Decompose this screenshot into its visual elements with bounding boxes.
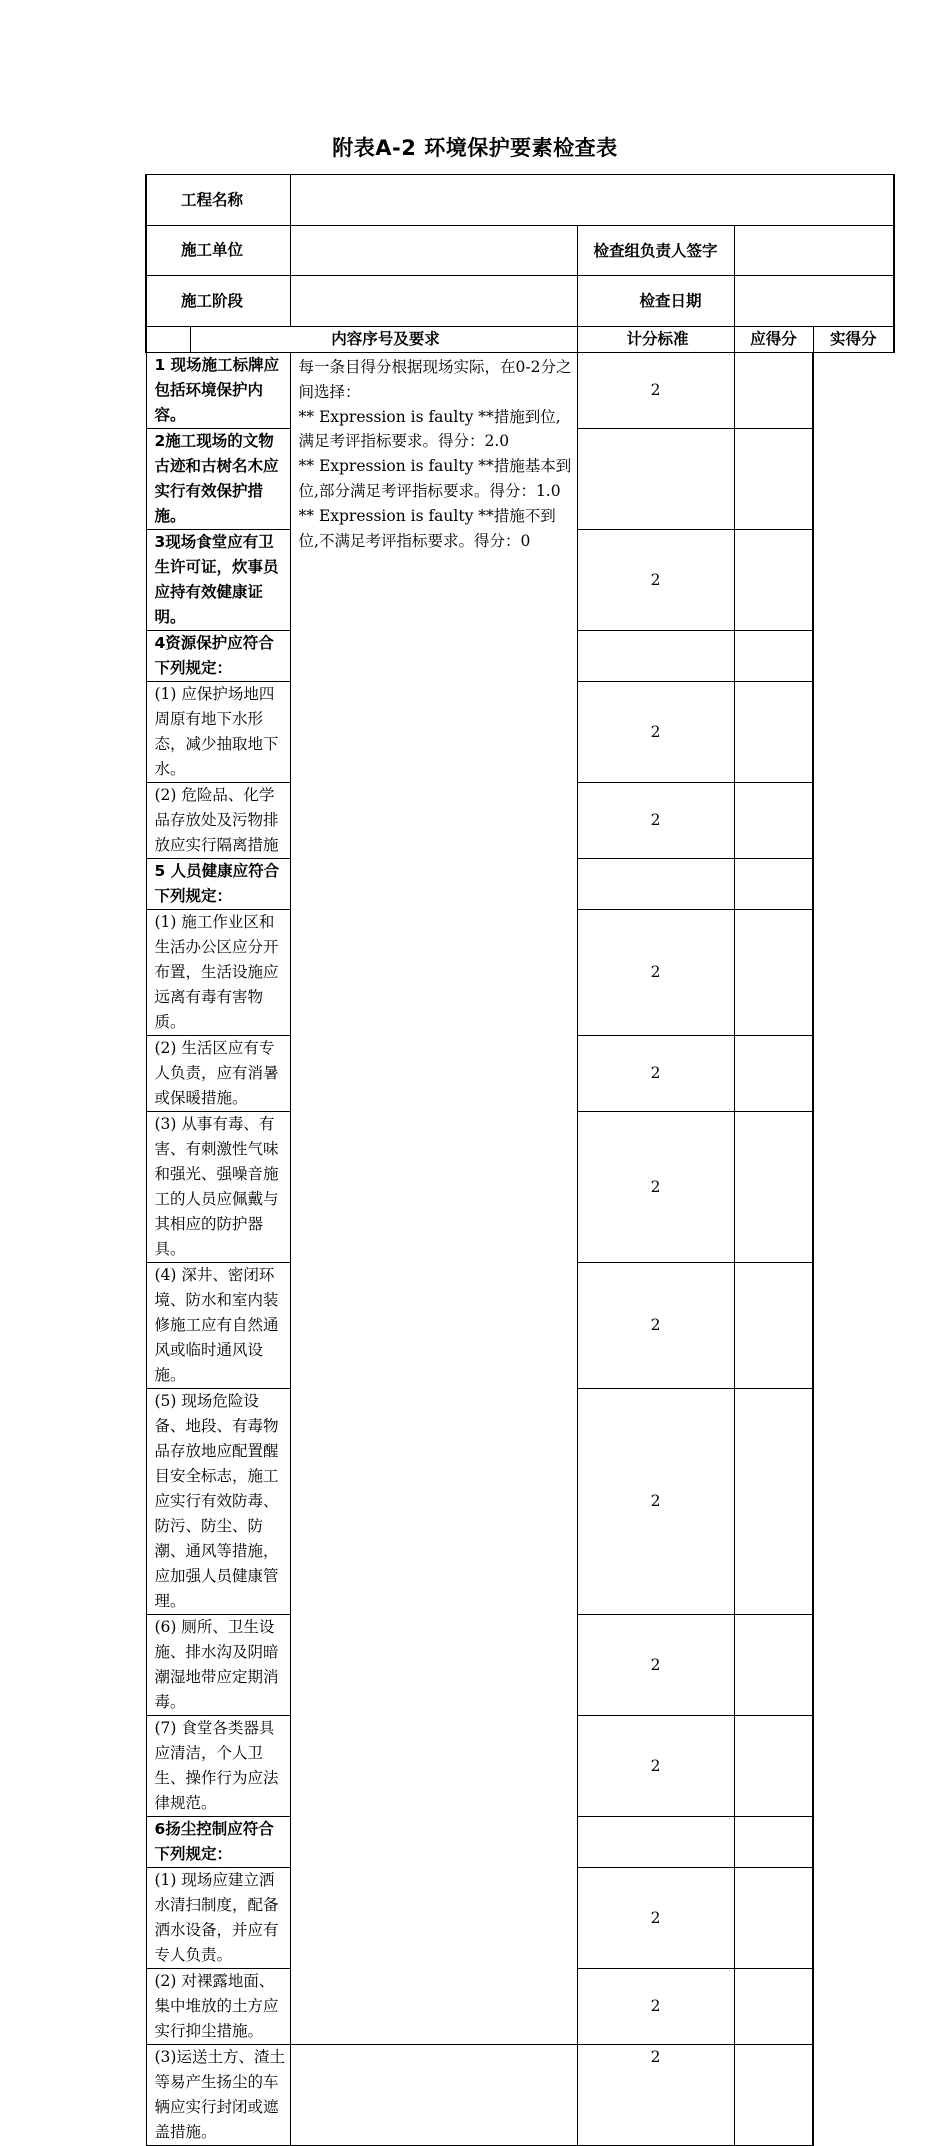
col-header-content: 内容序号及要求 — [190, 327, 577, 353]
scoring-standard-text: 每一条目得分根据现场实际，在0-2分之间选择： ** Expression is faulty **措施到位,满足考评指标要求。得分：2.0 ** Expression is faulty **措施基本到位,部分满足考评指标要求。得分：1.0 ** Expression is faulty **措施不到位,不满足考评指标要求。得分：0 — [290, 353, 577, 2045]
due-score-cell: 2 — [577, 1969, 734, 2045]
inspector-sign-field[interactable] — [734, 226, 894, 276]
inspection-date-field[interactable] — [734, 276, 894, 327]
actual-score-input[interactable] — [734, 1969, 813, 2045]
inspection-date-label: 检查日期 — [577, 276, 734, 327]
actual-score-input[interactable] — [734, 1036, 813, 1112]
due-score-cell: 2 — [577, 1868, 734, 1969]
col-header-actual-score: 实得分 — [813, 327, 894, 353]
requirement-text: (5) 现场危险设备、地段、有毒物品存放地应配置醒目安全标志，施工应实行有效防毒、防污、防尘、防潮、通风等措施，应加强人员健康管理。 — [146, 1389, 290, 1615]
requirement-text: (3) 从事有毒、有害、有刺激性气味和强光、强噪音施工的人员应佩戴与其相应的防护器具。 — [146, 1112, 290, 1263]
due-score-cell: 2 — [577, 682, 734, 783]
construction-unit-label: 施工单位 — [146, 226, 290, 276]
due-score-cell: 2 — [577, 1112, 734, 1263]
requirement-text: (1) 施工作业区和生活办公区应分开布置，生活设施应远离有毒有害物质。 — [146, 910, 290, 1036]
actual-score-input[interactable] — [734, 530, 813, 631]
requirement-text: 5 人员健康应符合下列规定： — [146, 859, 290, 910]
actual-score-input[interactable] — [734, 783, 813, 859]
page-title: 附表A-2 环境保护要素检查表 — [332, 136, 618, 160]
col-header-standard: 计分标准 — [577, 327, 734, 353]
actual-score-input[interactable] — [734, 2045, 813, 2146]
due-score-cell: 2 — [577, 1263, 734, 1389]
due-score-cell — [577, 1817, 734, 1868]
due-score-cell: 2 — [577, 2045, 734, 2146]
col-header-due-score: 应得分 — [734, 327, 813, 353]
actual-score-input[interactable] — [734, 1615, 813, 1716]
due-score-cell: 2 — [577, 530, 734, 631]
due-score-cell — [577, 429, 734, 530]
construction-unit-field[interactable] — [290, 226, 577, 276]
requirement-text: (3)运送土方、渣土等易产生扬尘的车辆应实行封闭或遮盖措施。 — [146, 2045, 290, 2146]
requirement-text: 4资源保护应符合下列规定： — [146, 631, 290, 682]
due-score-cell — [577, 859, 734, 910]
project-name-field[interactable] — [290, 175, 894, 226]
requirement-text: 1 现场施工标牌应包括环境保护内容。 — [146, 353, 290, 429]
project-name-label: 工程名称 — [146, 175, 290, 226]
requirement-text: (2) 生活区应有专人负责，应有消暑或保暖措施。 — [146, 1036, 290, 1112]
requirement-text: 6扬尘控制应符合下列规定： — [146, 1817, 290, 1868]
table-row — [146, 2045, 894, 2146]
due-score-cell: 2 — [577, 1389, 734, 1615]
requirement-text: (4) 深井、密闭环境、防水和室内装修施工应有自然通风或临时通风设施。 — [146, 1263, 290, 1389]
requirement-text: 2施工现场的文物古迹和古树名木应实行有效保护措施。 — [146, 429, 290, 530]
actual-score-input[interactable] — [734, 1112, 813, 1263]
actual-score-input[interactable] — [734, 429, 813, 530]
actual-score-input[interactable] — [734, 859, 813, 910]
requirement-text: 3现场食堂应有卫生许可证，炊事员应持有效健康证明。 — [146, 530, 290, 631]
requirement-text: (7) 食堂各类器具应清洁，个人卫生、操作行为应法律规范。 — [146, 1716, 290, 1817]
construction-phase-field[interactable] — [290, 276, 577, 327]
requirement-text: (1) 现场应建立洒水清扫制度，配备洒水设备，并应有专人负责。 — [146, 1868, 290, 1969]
actual-score-input[interactable] — [734, 1263, 813, 1389]
due-score-cell: 2 — [577, 910, 734, 1036]
actual-score-input[interactable] — [734, 631, 813, 682]
actual-score-input[interactable] — [734, 910, 813, 1036]
requirement-text: (1) 应保护场地四周原有地下水形态，减少抽取地下水。 — [146, 682, 290, 783]
inspection-table — [145, 174, 895, 2146]
actual-score-input[interactable] — [734, 1389, 813, 1615]
requirement-text: (2) 危险品、化学品存放处及污物排放应实行隔离措施 — [146, 783, 290, 859]
requirement-text: (6) 厕所、卫生设施、排水沟及阴暗潮湿地带应定期消毒。 — [146, 1615, 290, 1716]
blank-standard-cell — [290, 2045, 577, 2146]
actual-score-input[interactable] — [734, 1817, 813, 1868]
left-margin-cell — [146, 327, 190, 353]
table-row — [146, 353, 894, 429]
actual-score-input[interactable] — [734, 682, 813, 783]
construction-phase-label: 施工阶段 — [146, 276, 290, 327]
inspector-sign-label: 检查组负责人签字 — [577, 226, 734, 276]
due-score-cell: 2 — [577, 783, 734, 859]
due-score-cell — [577, 631, 734, 682]
actual-score-input[interactable] — [734, 1868, 813, 1969]
actual-score-input[interactable] — [734, 353, 813, 429]
due-score-cell: 2 — [577, 1615, 734, 1716]
due-score-cell: 2 — [577, 353, 734, 429]
due-score-cell: 2 — [577, 1036, 734, 1112]
due-score-cell: 2 — [577, 1716, 734, 1817]
requirement-text: (2) 对裸露地面、集中堆放的土方应实行抑尘措施。 — [146, 1969, 290, 2045]
actual-score-input[interactable] — [734, 1716, 813, 1817]
